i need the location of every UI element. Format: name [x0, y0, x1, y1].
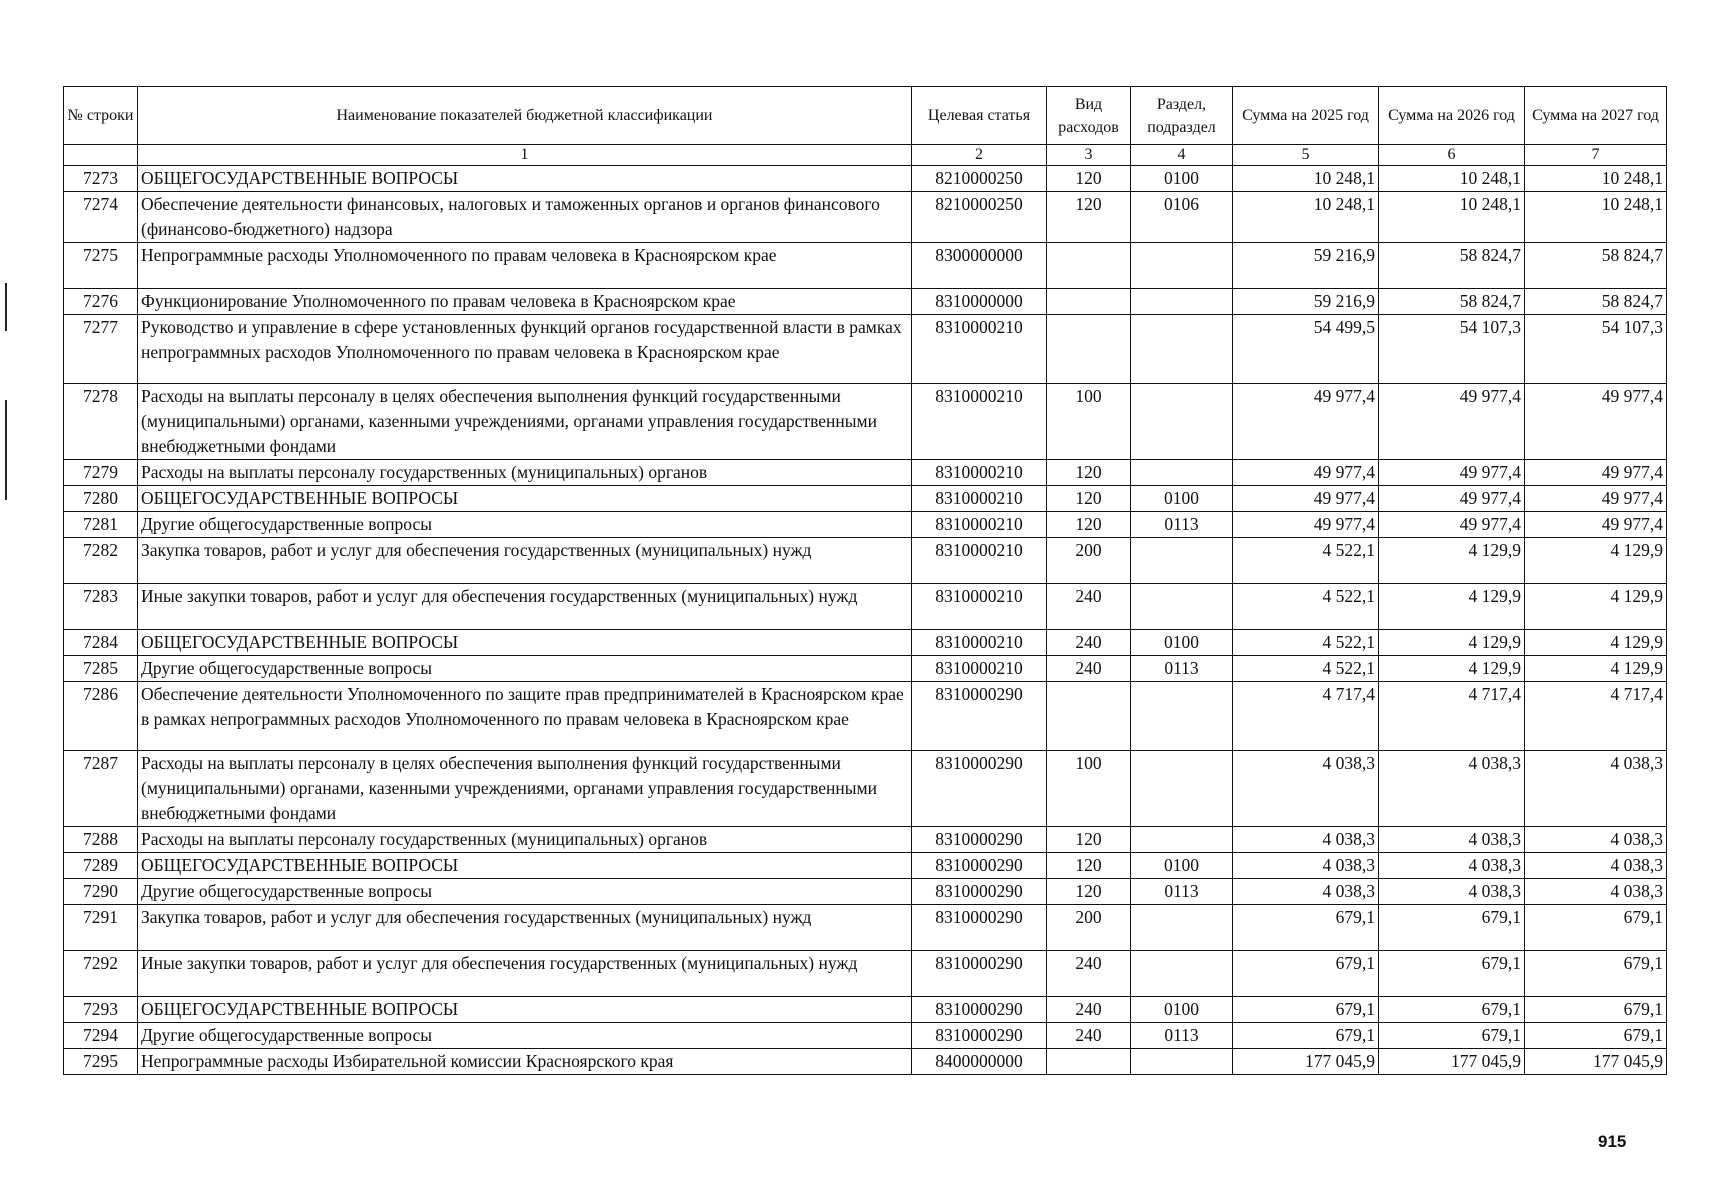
column-index: 6: [1379, 145, 1525, 166]
row-name: Функционирование Уполномоченного по правам человека в Красноярском крае: [138, 289, 912, 315]
row-name: ОБЩЕГОСУДАРСТВЕННЫЕ ВОПРОСЫ: [138, 630, 912, 656]
header-section: Раздел, подраздел: [1131, 87, 1233, 145]
row-name: Обеспечение деятельности финансовых, налоговых и таможенных органов и органов финансового (финансово-бюджетного) надзора: [138, 192, 912, 243]
row-sum-2025: 4 038,3: [1233, 827, 1379, 853]
row-expense-type: 120: [1047, 512, 1131, 538]
row-section: [1131, 289, 1233, 315]
row-target-article: 8310000210: [912, 460, 1047, 486]
row-sum-2026: 679,1: [1379, 905, 1525, 951]
table-row: [64, 997, 1667, 1023]
row-name: Другие общегосударственные вопросы: [138, 512, 912, 538]
row-sum-2025: 59 216,9: [1233, 243, 1379, 289]
row-number: 7279: [64, 460, 138, 486]
row-sum-2026: 679,1: [1379, 1023, 1525, 1049]
row-sum-2025: 54 499,5: [1233, 315, 1379, 384]
row-section: [1131, 827, 1233, 853]
row-target-article: 8310000210: [912, 486, 1047, 512]
table-row: [64, 289, 1667, 315]
row-sum-2027: 10 248,1: [1525, 166, 1667, 192]
row-sum-2027: 4 129,9: [1525, 584, 1667, 630]
row-number: 7295: [64, 1049, 138, 1075]
row-number: 7286: [64, 682, 138, 751]
row-sum-2026: 49 977,4: [1379, 384, 1525, 460]
row-sum-2025: 4 522,1: [1233, 630, 1379, 656]
row-name: Закупка товаров, работ и услуг для обеспечения государственных (муниципальных) нужд: [138, 905, 912, 951]
row-target-article: 8310000210: [912, 630, 1047, 656]
table-row: [64, 315, 1667, 384]
row-target-article: 8310000290: [912, 682, 1047, 751]
row-number: 7291: [64, 905, 138, 951]
row-sum-2027: 4 038,3: [1525, 827, 1667, 853]
row-name: Расходы на выплаты персоналу государственных (муниципальных) органов: [138, 460, 912, 486]
row-expense-type: [1047, 682, 1131, 751]
row-number: 7276: [64, 289, 138, 315]
table-row: [64, 384, 1667, 460]
table-row: [64, 1023, 1667, 1049]
row-target-article: 8300000000: [912, 243, 1047, 289]
row-sum-2026: 4 038,3: [1379, 827, 1525, 853]
table-row: [64, 192, 1667, 243]
row-number: 7277: [64, 315, 138, 384]
row-sum-2026: 4 038,3: [1379, 751, 1525, 827]
row-target-article: 8310000000: [912, 289, 1047, 315]
row-number: 7278: [64, 384, 138, 460]
row-sum-2027: 679,1: [1525, 1023, 1667, 1049]
header-name: Наименование показателей бюджетной классификации: [138, 87, 912, 145]
row-target-article: 8310000210: [912, 512, 1047, 538]
row-sum-2027: 49 977,4: [1525, 486, 1667, 512]
row-target-article: 8310000210: [912, 656, 1047, 682]
row-sum-2027: 10 248,1: [1525, 192, 1667, 243]
row-sum-2025: 679,1: [1233, 997, 1379, 1023]
row-sum-2026: 49 977,4: [1379, 486, 1525, 512]
row-number: 7280: [64, 486, 138, 512]
row-target-article: 8310000210: [912, 584, 1047, 630]
row-number: 7284: [64, 630, 138, 656]
table-row: [64, 827, 1667, 853]
row-sum-2026: 10 248,1: [1379, 192, 1525, 243]
row-sum-2026: 54 107,3: [1379, 315, 1525, 384]
column-index: [64, 145, 138, 166]
row-target-article: 8310000210: [912, 315, 1047, 384]
table-row: [64, 951, 1667, 997]
row-sum-2025: 4 717,4: [1233, 682, 1379, 751]
row-name: Расходы на выплаты персоналу в целях обеспечения выполнения функций государственными (муниципальными) органами, казенными учреждениями, органами управления государственными внебюджетными фондами: [138, 384, 912, 460]
row-sum-2026: 4 717,4: [1379, 682, 1525, 751]
row-target-article: 8310000210: [912, 384, 1047, 460]
row-expense-type: [1047, 289, 1131, 315]
table-row: [64, 682, 1667, 751]
row-section: [1131, 538, 1233, 584]
row-number: 7281: [64, 512, 138, 538]
column-index-row: [64, 145, 1667, 166]
table-row: [64, 166, 1667, 192]
row-section: [1131, 384, 1233, 460]
row-sum-2027: 58 824,7: [1525, 289, 1667, 315]
row-number: 7273: [64, 166, 138, 192]
row-sum-2027: 4 038,3: [1525, 853, 1667, 879]
row-sum-2027: 49 977,4: [1525, 384, 1667, 460]
row-expense-type: 100: [1047, 751, 1131, 827]
row-section: 0106: [1131, 192, 1233, 243]
row-number: 7282: [64, 538, 138, 584]
row-name: Другие общегосударственные вопросы: [138, 656, 912, 682]
row-sum-2025: 679,1: [1233, 1023, 1379, 1049]
row-target-article: 8310000290: [912, 827, 1047, 853]
row-section: 0100: [1131, 630, 1233, 656]
column-index: 3: [1047, 145, 1131, 166]
row-target-article: 8310000290: [912, 1023, 1047, 1049]
row-sum-2027: 177 045,9: [1525, 1049, 1667, 1075]
row-sum-2027: 58 824,7: [1525, 243, 1667, 289]
row-expense-type: [1047, 1049, 1131, 1075]
row-sum-2026: 4 038,3: [1379, 853, 1525, 879]
row-expense-type: 100: [1047, 384, 1131, 460]
header-row-number: № строки: [64, 87, 138, 145]
row-expense-type: 240: [1047, 630, 1131, 656]
row-sum-2026: 679,1: [1379, 951, 1525, 997]
row-sum-2027: 679,1: [1525, 997, 1667, 1023]
column-index: 4: [1131, 145, 1233, 166]
row-section: 0100: [1131, 166, 1233, 192]
header-expense-type: Вид расходов: [1047, 87, 1131, 145]
row-expense-type: 120: [1047, 192, 1131, 243]
margin-mark: [5, 283, 7, 331]
row-target-article: 8400000000: [912, 1049, 1047, 1075]
row-sum-2025: 10 248,1: [1233, 192, 1379, 243]
table-row: [64, 879, 1667, 905]
row-sum-2025: 49 977,4: [1233, 512, 1379, 538]
row-expense-type: 240: [1047, 997, 1131, 1023]
row-name: ОБЩЕГОСУДАРСТВЕННЫЕ ВОПРОСЫ: [138, 166, 912, 192]
row-name: Обеспечение деятельности Уполномоченного по защите прав предпринимателей в Красноярском крае в рамках непрограммных расходов Уполномоченного по правам человека в Красноярском крае: [138, 682, 912, 751]
header-target-article: Целевая статья: [912, 87, 1047, 145]
row-sum-2025: 49 977,4: [1233, 486, 1379, 512]
row-expense-type: 200: [1047, 538, 1131, 584]
row-expense-type: 120: [1047, 486, 1131, 512]
table-row: [64, 1049, 1667, 1075]
row-number: 7292: [64, 951, 138, 997]
row-sum-2027: 679,1: [1525, 905, 1667, 951]
row-section: [1131, 951, 1233, 997]
row-name: ОБЩЕГОСУДАРСТВЕННЫЕ ВОПРОСЫ: [138, 853, 912, 879]
row-target-article: 8210000250: [912, 166, 1047, 192]
row-sum-2025: 59 216,9: [1233, 289, 1379, 315]
row-target-article: 8310000290: [912, 951, 1047, 997]
row-sum-2025: 4 038,3: [1233, 879, 1379, 905]
row-sum-2026: 4 129,9: [1379, 584, 1525, 630]
row-expense-type: 120: [1047, 879, 1131, 905]
row-name: Другие общегосударственные вопросы: [138, 879, 912, 905]
row-sum-2027: 4 038,3: [1525, 879, 1667, 905]
row-name: ОБЩЕГОСУДАРСТВЕННЫЕ ВОПРОСЫ: [138, 997, 912, 1023]
header-row: [64, 87, 1667, 145]
row-name: Руководство и управление в сфере установленных функций органов государственной власти в рамках непрограммных расходов Уполномоченного по правам человека в Красноярском крае: [138, 315, 912, 384]
table-row: [64, 656, 1667, 682]
row-section: [1131, 243, 1233, 289]
row-sum-2026: 177 045,9: [1379, 1049, 1525, 1075]
row-target-article: 8310000290: [912, 879, 1047, 905]
row-name: Другие общегосударственные вопросы: [138, 1023, 912, 1049]
row-expense-type: 200: [1047, 905, 1131, 951]
column-index: 5: [1233, 145, 1379, 166]
page-number: 915: [1598, 1132, 1627, 1151]
table-row: [64, 905, 1667, 951]
row-target-article: 8310000290: [912, 905, 1047, 951]
row-sum-2027: 4 038,3: [1525, 751, 1667, 827]
header-sum-2025: Сумма на 2025 год: [1233, 87, 1379, 145]
row-target-article: 8210000250: [912, 192, 1047, 243]
row-section: [1131, 584, 1233, 630]
row-name: Иные закупки товаров, работ и услуг для обеспечения государственных (муниципальных) нужд: [138, 951, 912, 997]
row-sum-2025: 4 038,3: [1233, 751, 1379, 827]
row-section: [1131, 751, 1233, 827]
row-sum-2027: 4 129,9: [1525, 538, 1667, 584]
row-section: 0100: [1131, 997, 1233, 1023]
row-sum-2025: 49 977,4: [1233, 460, 1379, 486]
row-sum-2025: 49 977,4: [1233, 384, 1379, 460]
row-expense-type: 240: [1047, 951, 1131, 997]
row-number: 7275: [64, 243, 138, 289]
row-expense-type: 240: [1047, 656, 1131, 682]
row-number: 7294: [64, 1023, 138, 1049]
table-row: [64, 512, 1667, 538]
row-expense-type: 120: [1047, 460, 1131, 486]
row-sum-2025: 10 248,1: [1233, 166, 1379, 192]
row-sum-2026: 10 248,1: [1379, 166, 1525, 192]
row-name: Иные закупки товаров, работ и услуг для обеспечения государственных (муниципальных) нужд: [138, 584, 912, 630]
row-number: 7293: [64, 997, 138, 1023]
row-sum-2025: 679,1: [1233, 951, 1379, 997]
margin-mark: [5, 400, 7, 500]
row-sum-2026: 4 129,9: [1379, 630, 1525, 656]
row-expense-type: [1047, 315, 1131, 384]
column-index: 1: [138, 145, 912, 166]
row-sum-2025: 4 038,3: [1233, 853, 1379, 879]
row-sum-2026: 58 824,7: [1379, 243, 1525, 289]
row-number: 7274: [64, 192, 138, 243]
row-name: Расходы на выплаты персоналу в целях обеспечения выполнения функций государственными (муниципальными) органами, казенными учреждениями, органами управления государственными внебюджетными фондами: [138, 751, 912, 827]
row-sum-2026: 4 129,9: [1379, 538, 1525, 584]
budget-table: [63, 86, 1667, 1075]
row-target-article: 8310000290: [912, 997, 1047, 1023]
row-sum-2025: 679,1: [1233, 905, 1379, 951]
row-section: 0100: [1131, 853, 1233, 879]
row-section: [1131, 1049, 1233, 1075]
row-sum-2027: 4 129,9: [1525, 656, 1667, 682]
row-expense-type: 240: [1047, 1023, 1131, 1049]
row-number: 7288: [64, 827, 138, 853]
row-expense-type: [1047, 243, 1131, 289]
row-number: 7287: [64, 751, 138, 827]
row-sum-2027: 4 129,9: [1525, 630, 1667, 656]
row-sum-2026: 49 977,4: [1379, 460, 1525, 486]
row-section: 0113: [1131, 656, 1233, 682]
row-sum-2025: 177 045,9: [1233, 1049, 1379, 1075]
row-sum-2027: 49 977,4: [1525, 460, 1667, 486]
table-row: [64, 853, 1667, 879]
row-section: [1131, 682, 1233, 751]
row-number: 7290: [64, 879, 138, 905]
column-index: 2: [912, 145, 1047, 166]
row-name: Расходы на выплаты персоналу государственных (муниципальных) органов: [138, 827, 912, 853]
row-section: 0113: [1131, 1023, 1233, 1049]
header-sum-2026: Сумма на 2026 год: [1379, 87, 1525, 145]
row-sum-2026: 4 129,9: [1379, 656, 1525, 682]
row-target-article: 8310000290: [912, 751, 1047, 827]
row-number: 7285: [64, 656, 138, 682]
header-sum-2027: Сумма на 2027 год: [1525, 87, 1667, 145]
row-section: [1131, 315, 1233, 384]
row-sum-2026: 58 824,7: [1379, 289, 1525, 315]
row-sum-2026: 49 977,4: [1379, 512, 1525, 538]
row-number: 7289: [64, 853, 138, 879]
row-name: Непрограммные расходы Избирательной комиссии Красноярского края: [138, 1049, 912, 1075]
row-expense-type: 120: [1047, 827, 1131, 853]
row-sum-2027: 679,1: [1525, 951, 1667, 997]
row-section: [1131, 460, 1233, 486]
row-sum-2025: 4 522,1: [1233, 584, 1379, 630]
row-name: ОБЩЕГОСУДАРСТВЕННЫЕ ВОПРОСЫ: [138, 486, 912, 512]
row-sum-2025: 4 522,1: [1233, 538, 1379, 584]
row-target-article: 8310000290: [912, 853, 1047, 879]
row-sum-2025: 4 522,1: [1233, 656, 1379, 682]
table-row: [64, 486, 1667, 512]
row-target-article: 8310000210: [912, 538, 1047, 584]
row-sum-2026: 4 038,3: [1379, 879, 1525, 905]
table-row: [64, 584, 1667, 630]
row-expense-type: 240: [1047, 584, 1131, 630]
table-row: [64, 751, 1667, 827]
table-row: [64, 243, 1667, 289]
row-section: 0113: [1131, 512, 1233, 538]
row-sum-2027: 49 977,4: [1525, 512, 1667, 538]
table-row: [64, 630, 1667, 656]
row-sum-2026: 679,1: [1379, 997, 1525, 1023]
row-sum-2027: 4 717,4: [1525, 682, 1667, 751]
row-expense-type: 120: [1047, 166, 1131, 192]
row-section: 0113: [1131, 879, 1233, 905]
row-name: Закупка товаров, работ и услуг для обеспечения государственных (муниципальных) нужд: [138, 538, 912, 584]
table-row: [64, 538, 1667, 584]
row-expense-type: 120: [1047, 853, 1131, 879]
row-sum-2027: 54 107,3: [1525, 315, 1667, 384]
row-section: [1131, 905, 1233, 951]
row-name: Непрограммные расходы Уполномоченного по правам человека в Красноярском крае: [138, 243, 912, 289]
column-index: 7: [1525, 145, 1667, 166]
table-row: [64, 460, 1667, 486]
row-section: 0100: [1131, 486, 1233, 512]
row-number: 7283: [64, 584, 138, 630]
